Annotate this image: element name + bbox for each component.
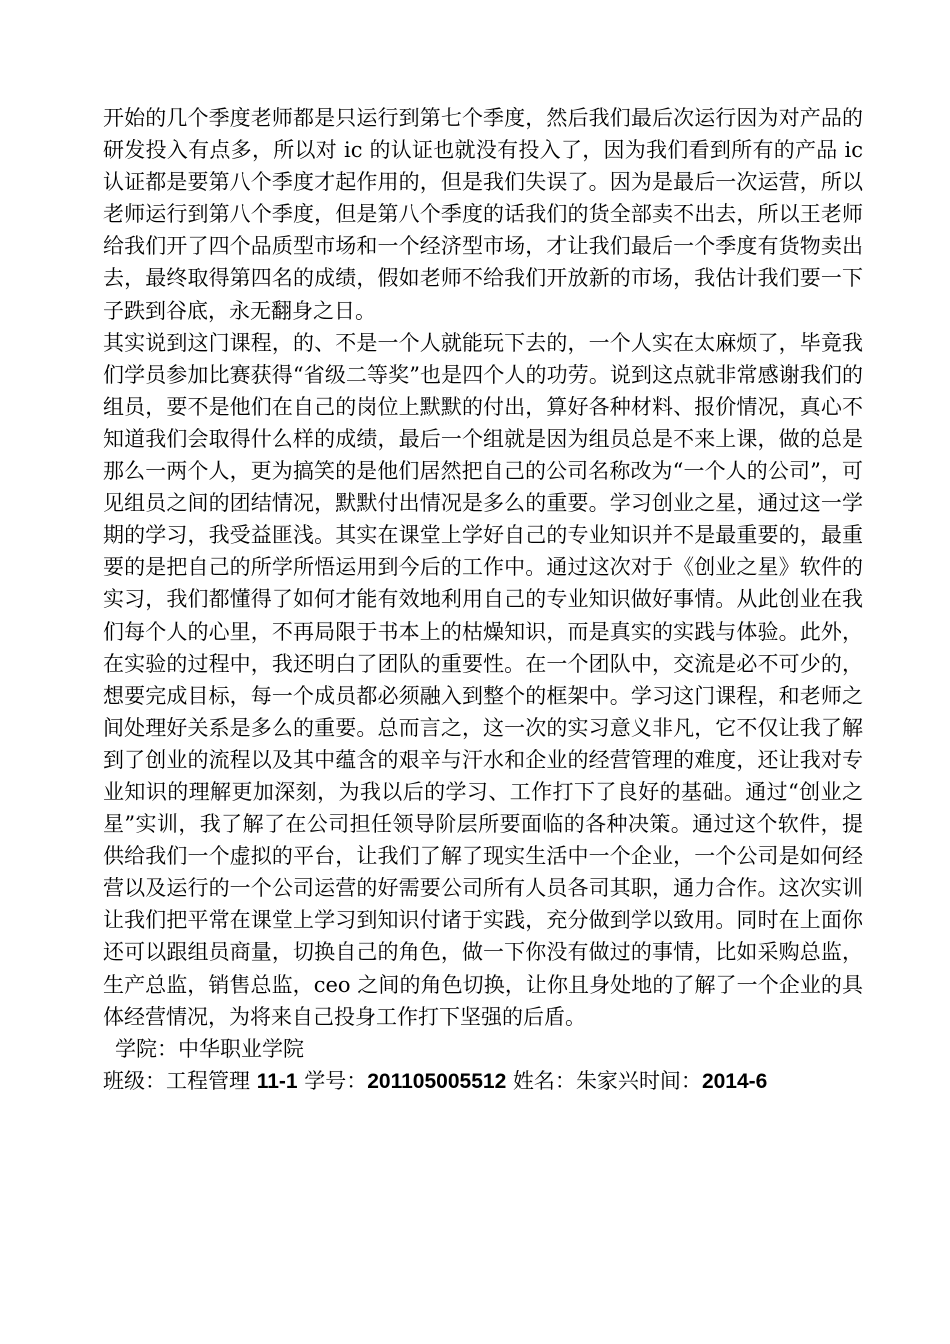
student-id-label: 学号： (297, 1068, 368, 1093)
time-value: 2014-6 (701, 1069, 768, 1093)
class-name: 工程管理 (166, 1068, 257, 1093)
body-paragraph-1: 开始的几个季度老师都是只运行到第七个季度，然后我们最后次运行因为对产品的研发投入有点多，所以对 ic 的认证也就没有投入了，因为我们看到所有的产品 ic 认证都是要第八个季度才起作用的，但是我们失误了。因为是最后一次运营，所以老师运行到第八个季度，但是第八个季度的话我们的货全部卖不出去，所以王老师给我们开了四个品质型市场和一个经济型市场，才让我们最后一个季度有货物卖出去，最终取得第四名的成绩，假如老师不给我们开放新的市场，我估计我们要一下子跌到谷底，永无翻身之日。 (103, 106, 863, 323)
name-value: 朱家兴 (575, 1068, 639, 1093)
body-paragraph-2: 其实说到这门课程，的、不是一个人就能玩下去的，一个人实在太麻烦了，毕竟我们学员参加比赛获得“省级二等奖”也是四个人的功劳。说到这点就非常感谢我们的组员，要不是他们在自己的岗位上默默的付出，算好各种材料、报价情况，真心不知道我们会取得什么样的成绩，最后一个组就是因为组员总是不来上课，做的总是那么一两个人，更为搞笑的是他们居然把自己的公司名称改为“一个人的公司”，可见组员之间的团结情况，默默付出情况是多么的重要。学习创业之星，通过这一学期的学习，我受益匪浅。其实在课堂上学好自己的专业知识并不是最重要的，最重要的是把自己的所学所悟运用到今后的工作中。通过这次对于《创业之星》软件的实习，我们都懂得了如何才能有效地利用自己的专业知识做好事情。从此创业在我们每个人的心里，不再局限于书本上的枯燥知识，而是真实的实践与体验。此外，在实验的过程中，我还明白了团队的重要性。在一个团队中，交流是必不可少的，想要完成目标，每一个成员都必须融入到整个的框架中。学习这门课程，和老师之间处理好关系是多么的重要。总而言之，这一次的实习意义非凡，它不仅让我了解到了创业的流程以及其中蕴含的艰辛与汗水和企业的经营管理的难度，还让我对专业知识的理解更加深刻，为我以后的学习、工作打下了良好的基础。通过“创业之星”实训，我了解了在公司担任领导阶层所要面临的各种决策。通过这个软件，提供给我们一个虚拟的平台，让我们了解了现实生活中一个企业，一个公司是如何经营以及运行的一个公司运营的好需要公司所有人员各司其职，通力合作。这次实训让我们把平常在课堂上学习到知识付诸于实践，充分做到学以致用。同时在上面你还可以跟组员商量，切换自己的角色，做一下你没有做过的事情，比如采购总监，生产总监，销售总监，ceo 之间的角色切换，让你且身处地的了解了一个企业的具体经营情况，为将来自己投身工作打下坚强的后盾。 (103, 330, 863, 1029)
student-info-line (103, 1065, 863, 1098)
college-line (103, 1033, 863, 1065)
college-value: 中华职业学院 (178, 1036, 304, 1061)
document-page (103, 102, 863, 1098)
college-label: 学院： (115, 1036, 178, 1061)
class-label: 班级： (103, 1068, 166, 1093)
time-label: 时间： (638, 1068, 702, 1093)
name-label: 姓名： (506, 1068, 576, 1093)
student-id-value: 201105005512 (367, 1069, 507, 1093)
class-number: 11-1 (256, 1069, 298, 1093)
